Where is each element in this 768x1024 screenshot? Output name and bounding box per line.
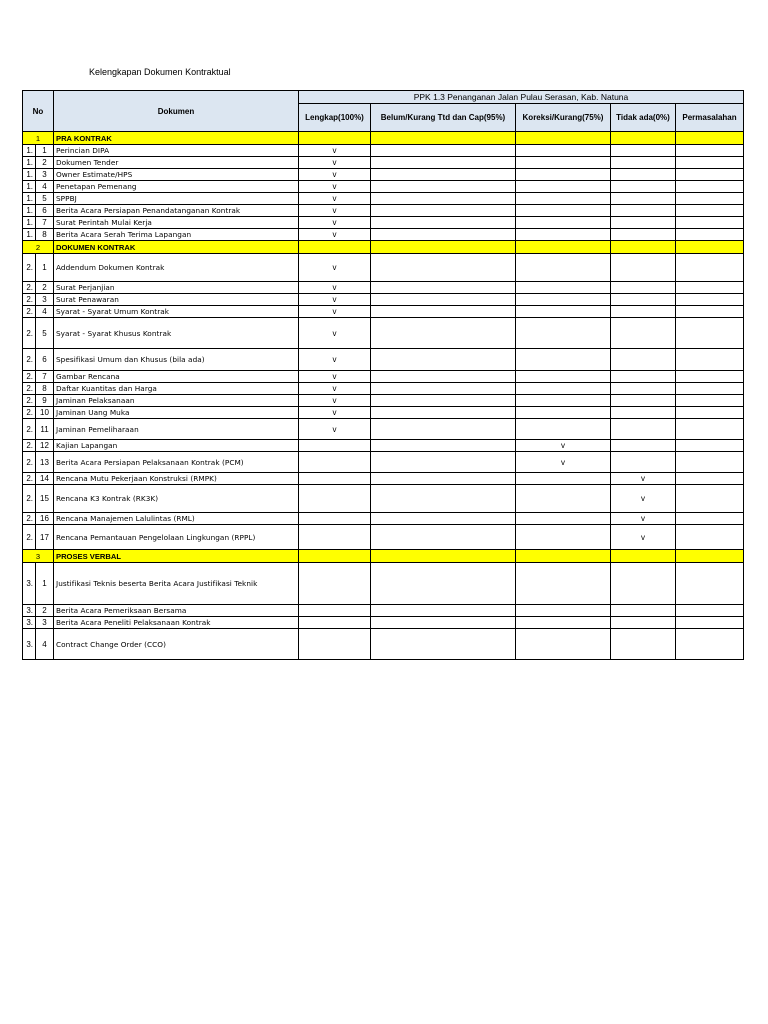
row-item-number: 1 (36, 145, 54, 157)
row-lengkap-mark: v (299, 229, 371, 241)
row-item-number: 2 (36, 282, 54, 294)
row-document-name: Jaminan Pemeliharaan (54, 419, 299, 440)
row-lengkap-mark (299, 452, 371, 473)
row-item-number: 6 (36, 349, 54, 371)
row-tidak-ada-mark (611, 617, 676, 629)
section-number: 1 (23, 132, 54, 145)
row-tidak-ada-mark (611, 605, 676, 617)
row-lengkap-mark (299, 513, 371, 525)
page-title: Kelengkapan Dokumen Kontraktual (89, 67, 231, 77)
row-koreksi-mark (516, 229, 611, 241)
row-koreksi-mark (516, 383, 611, 395)
row-tidak-ada-mark (611, 294, 676, 306)
row-permasalahan (676, 452, 744, 473)
row-tidak-ada-mark: v (611, 525, 676, 550)
row-koreksi-mark (516, 181, 611, 193)
row-permasalahan (676, 419, 744, 440)
row-belum-mark (371, 452, 516, 473)
row-item-number: 4 (36, 181, 54, 193)
row-permasalahan (676, 217, 744, 229)
row-permasalahan (676, 525, 744, 550)
row-section-number: 2. (23, 513, 36, 525)
row-lengkap-mark: v (299, 157, 371, 169)
section-cell (299, 550, 371, 563)
table-row (23, 617, 744, 629)
row-koreksi-mark: v (516, 440, 611, 452)
row-item-number: 15 (36, 485, 54, 513)
row-lengkap-mark: v (299, 205, 371, 217)
row-belum-mark (371, 485, 516, 513)
row-item-number: 2 (36, 157, 54, 169)
row-belum-mark (371, 395, 516, 407)
row-tidak-ada-mark (611, 282, 676, 294)
row-document-name: Berita Acara Pemeriksaan Bersama (54, 605, 299, 617)
row-section-number: 2. (23, 473, 36, 485)
row-section-number: 2. (23, 306, 36, 318)
row-item-number: 7 (36, 371, 54, 383)
row-koreksi-mark (516, 294, 611, 306)
row-koreksi-mark (516, 205, 611, 217)
section-row (23, 132, 744, 145)
section-cell (299, 241, 371, 254)
row-section-number: 1. (23, 193, 36, 205)
row-permasalahan (676, 318, 744, 349)
row-belum-mark (371, 294, 516, 306)
row-permasalahan (676, 349, 744, 371)
row-tidak-ada-mark (611, 193, 676, 205)
row-section-number: 3. (23, 605, 36, 617)
row-lengkap-mark: v (299, 294, 371, 306)
section-cell (676, 241, 744, 254)
section-cell (676, 550, 744, 563)
row-item-number: 1 (36, 563, 54, 605)
row-section-number: 2. (23, 419, 36, 440)
section-row (23, 241, 744, 254)
row-tidak-ada-mark (611, 395, 676, 407)
section-cell (371, 132, 516, 145)
table-row (23, 473, 744, 485)
row-document-name: Gambar Rencana (54, 371, 299, 383)
row-permasalahan (676, 205, 744, 217)
row-item-number: 8 (36, 229, 54, 241)
row-permasalahan (676, 294, 744, 306)
row-koreksi-mark (516, 193, 611, 205)
row-tidak-ada-mark (611, 452, 676, 473)
row-belum-mark (371, 440, 516, 452)
row-tidak-ada-mark (611, 407, 676, 419)
row-belum-mark (371, 254, 516, 282)
row-item-number: 14 (36, 473, 54, 485)
row-document-name: Daftar Kuantitas dan Harga (54, 383, 299, 395)
row-item-number: 2 (36, 605, 54, 617)
table-row (23, 349, 744, 371)
section-number: 2 (23, 241, 54, 254)
row-koreksi-mark (516, 395, 611, 407)
row-lengkap-mark: v (299, 395, 371, 407)
row-permasalahan (676, 157, 744, 169)
row-belum-mark (371, 145, 516, 157)
row-item-number: 11 (36, 419, 54, 440)
row-document-name: Rencana Manajemen Lalulintas (RML) (54, 513, 299, 525)
table-row (23, 605, 744, 617)
row-document-name: Spesifikasi Umum dan Khusus (bila ada) (54, 349, 299, 371)
table-row (23, 306, 744, 318)
row-lengkap-mark: v (299, 169, 371, 181)
row-document-name: Addendum Dokumen Kontrak (54, 254, 299, 282)
row-lengkap-mark: v (299, 282, 371, 294)
header-ppk-group: PPK 1.3 Penanganan Jalan Pulau Serasan, Kab. Natuna (299, 91, 744, 104)
row-tidak-ada-mark (611, 440, 676, 452)
row-section-number: 2. (23, 349, 36, 371)
row-section-number: 2. (23, 525, 36, 550)
row-document-name: Dokumen Tender (54, 157, 299, 169)
row-lengkap-mark: v (299, 318, 371, 349)
row-lengkap-mark: v (299, 145, 371, 157)
row-tidak-ada-mark (611, 205, 676, 217)
row-lengkap-mark: v (299, 349, 371, 371)
table-row (23, 383, 744, 395)
row-koreksi-mark (516, 157, 611, 169)
row-document-name: Berita Acara Persiapan Penandatanganan Kontrak (54, 205, 299, 217)
row-lengkap-mark (299, 563, 371, 605)
row-document-name: Penetapan Pemenang (54, 181, 299, 193)
table-row (23, 395, 744, 407)
row-permasalahan (676, 629, 744, 660)
row-tidak-ada-mark (611, 181, 676, 193)
row-permasalahan (676, 229, 744, 241)
row-lengkap-mark (299, 473, 371, 485)
table-row (23, 419, 744, 440)
row-section-number: 2. (23, 383, 36, 395)
row-item-number: 4 (36, 629, 54, 660)
row-belum-mark (371, 513, 516, 525)
table-row (23, 371, 744, 383)
row-koreksi-mark (516, 371, 611, 383)
row-lengkap-mark: v (299, 419, 371, 440)
row-permasalahan (676, 371, 744, 383)
row-permasalahan (676, 254, 744, 282)
row-tidak-ada-mark (611, 318, 676, 349)
row-item-number: 16 (36, 513, 54, 525)
row-section-number: 2. (23, 318, 36, 349)
row-item-number: 6 (36, 205, 54, 217)
row-section-number: 3. (23, 617, 36, 629)
section-title: PRA KONTRAK (54, 132, 299, 145)
row-lengkap-mark (299, 440, 371, 452)
row-item-number: 17 (36, 525, 54, 550)
table-body (23, 132, 744, 660)
row-koreksi-mark (516, 419, 611, 440)
section-number: 3 (23, 550, 54, 563)
row-tidak-ada-mark: v (611, 485, 676, 513)
row-document-name: Perincian DIPA (54, 145, 299, 157)
row-koreksi-mark (516, 629, 611, 660)
row-belum-mark (371, 349, 516, 371)
row-document-name: Rencana K3 Kontrak (RK3K) (54, 485, 299, 513)
row-lengkap-mark: v (299, 193, 371, 205)
table-row (23, 145, 744, 157)
table-row (23, 440, 744, 452)
row-section-number: 1. (23, 181, 36, 193)
row-belum-mark (371, 205, 516, 217)
row-belum-mark (371, 157, 516, 169)
row-koreksi-mark (516, 169, 611, 181)
row-document-name: Jaminan Uang Muka (54, 407, 299, 419)
row-belum-mark (371, 419, 516, 440)
row-belum-mark (371, 605, 516, 617)
header-belum: Belum/Kurang Ttd dan Cap(95%) (371, 104, 516, 132)
row-section-number: 2. (23, 254, 36, 282)
row-tidak-ada-mark: v (611, 473, 676, 485)
row-section-number: 3. (23, 563, 36, 605)
row-tidak-ada-mark (611, 371, 676, 383)
row-section-number: 2. (23, 485, 36, 513)
row-tidak-ada-mark (611, 254, 676, 282)
row-document-name: Rencana Mutu Pekerjaan Konstruksi (RMPK) (54, 473, 299, 485)
row-koreksi-mark: v (516, 452, 611, 473)
row-tidak-ada-mark (611, 169, 676, 181)
row-permasalahan (676, 605, 744, 617)
row-koreksi-mark (516, 513, 611, 525)
row-koreksi-mark (516, 605, 611, 617)
row-koreksi-mark (516, 349, 611, 371)
row-permasalahan (676, 383, 744, 395)
row-item-number: 12 (36, 440, 54, 452)
table-row (23, 485, 744, 513)
row-koreksi-mark (516, 306, 611, 318)
row-koreksi-mark (516, 145, 611, 157)
section-cell (676, 132, 744, 145)
table-row (23, 318, 744, 349)
row-section-number: 2. (23, 294, 36, 306)
row-tidak-ada-mark (611, 217, 676, 229)
row-lengkap-mark (299, 629, 371, 660)
row-document-name: Contract Change Order (CCO) (54, 629, 299, 660)
row-permasalahan (676, 485, 744, 513)
row-koreksi-mark (516, 217, 611, 229)
row-belum-mark (371, 217, 516, 229)
row-permasalahan (676, 617, 744, 629)
row-permasalahan (676, 145, 744, 157)
row-belum-mark (371, 371, 516, 383)
row-belum-mark (371, 229, 516, 241)
table-row (23, 525, 744, 550)
table-row (23, 294, 744, 306)
row-koreksi-mark (516, 473, 611, 485)
row-document-name: Surat Perintah Mulai Kerja (54, 217, 299, 229)
section-title: PROSES VERBAL (54, 550, 299, 563)
row-document-name: Berita Acara Peneliti Pelaksanaan Kontrak (54, 617, 299, 629)
row-belum-mark (371, 617, 516, 629)
row-tidak-ada-mark: v (611, 513, 676, 525)
row-tidak-ada-mark (611, 145, 676, 157)
row-lengkap-mark: v (299, 371, 371, 383)
section-cell (516, 241, 611, 254)
row-permasalahan (676, 473, 744, 485)
table-row (23, 629, 744, 660)
row-item-number: 7 (36, 217, 54, 229)
row-document-name: SPPBJ (54, 193, 299, 205)
row-belum-mark (371, 525, 516, 550)
row-section-number: 2. (23, 452, 36, 473)
row-document-name: Syarat - Syarat Umum Kontrak (54, 306, 299, 318)
row-lengkap-mark (299, 485, 371, 513)
row-document-name: Justifikasi Teknis beserta Berita Acara Justifikasi Teknik (54, 563, 299, 605)
table-row (23, 157, 744, 169)
row-belum-mark (371, 169, 516, 181)
row-belum-mark (371, 383, 516, 395)
row-item-number: 9 (36, 395, 54, 407)
row-koreksi-mark (516, 617, 611, 629)
section-cell (371, 241, 516, 254)
row-permasalahan (676, 282, 744, 294)
table-row (23, 563, 744, 605)
row-section-number: 1. (23, 145, 36, 157)
row-belum-mark (371, 282, 516, 294)
table-row (23, 407, 744, 419)
section-title: DOKUMEN KONTRAK (54, 241, 299, 254)
row-item-number: 3 (36, 294, 54, 306)
row-item-number: 8 (36, 383, 54, 395)
table-row (23, 282, 744, 294)
section-cell (516, 132, 611, 145)
row-tidak-ada-mark (611, 157, 676, 169)
row-item-number: 3 (36, 617, 54, 629)
table-row (23, 181, 744, 193)
row-belum-mark (371, 473, 516, 485)
row-section-number: 1. (23, 157, 36, 169)
row-tidak-ada-mark (611, 306, 676, 318)
row-tidak-ada-mark (611, 229, 676, 241)
row-permasalahan (676, 563, 744, 605)
row-lengkap-mark: v (299, 181, 371, 193)
row-item-number: 10 (36, 407, 54, 419)
row-lengkap-mark (299, 605, 371, 617)
table-row (23, 169, 744, 181)
row-item-number: 3 (36, 169, 54, 181)
row-koreksi-mark (516, 318, 611, 349)
row-document-name: Berita Acara Serah Terima Lapangan (54, 229, 299, 241)
row-permasalahan (676, 407, 744, 419)
row-permasalahan (676, 169, 744, 181)
section-cell (611, 132, 676, 145)
row-section-number: 1. (23, 229, 36, 241)
row-tidak-ada-mark (611, 419, 676, 440)
row-permasalahan (676, 193, 744, 205)
section-cell (371, 550, 516, 563)
table-row (23, 205, 744, 217)
row-lengkap-mark: v (299, 254, 371, 282)
row-document-name: Berita Acara Persiapan Pelaksanaan Kontrak (PCM) (54, 452, 299, 473)
row-koreksi-mark (516, 282, 611, 294)
row-permasalahan (676, 513, 744, 525)
row-section-number: 3. (23, 629, 36, 660)
row-permasalahan (676, 440, 744, 452)
row-lengkap-mark: v (299, 383, 371, 395)
row-item-number: 5 (36, 193, 54, 205)
row-lengkap-mark: v (299, 306, 371, 318)
row-document-name: Syarat - Syarat Khusus Kontrak (54, 318, 299, 349)
row-section-number: 2. (23, 440, 36, 452)
row-belum-mark (371, 181, 516, 193)
row-document-name: Surat Penawaran (54, 294, 299, 306)
row-permasalahan (676, 181, 744, 193)
row-lengkap-mark (299, 617, 371, 629)
table-row (23, 193, 744, 205)
row-belum-mark (371, 629, 516, 660)
header-koreksi: Koreksi/Kurang(75%) (516, 104, 611, 132)
row-tidak-ada-mark (611, 383, 676, 395)
section-cell (516, 550, 611, 563)
row-permasalahan (676, 306, 744, 318)
row-belum-mark (371, 318, 516, 349)
row-section-number: 2. (23, 407, 36, 419)
row-item-number: 5 (36, 318, 54, 349)
row-koreksi-mark (516, 563, 611, 605)
row-tidak-ada-mark (611, 349, 676, 371)
row-koreksi-mark (516, 254, 611, 282)
table-row (23, 229, 744, 241)
header-lengkap: Lengkap(100%) (299, 104, 371, 132)
row-item-number: 4 (36, 306, 54, 318)
row-section-number: 2. (23, 371, 36, 383)
row-document-name: Rencana Pemantauan Pengelolaan Lingkungan (RPPL) (54, 525, 299, 550)
header-dokumen: Dokumen (54, 91, 299, 132)
header-no: No (23, 91, 54, 132)
header-tidak-ada: Tidak ada(0%) (611, 104, 676, 132)
row-koreksi-mark (516, 525, 611, 550)
row-koreksi-mark (516, 485, 611, 513)
row-section-number: 1. (23, 169, 36, 181)
table-row (23, 254, 744, 282)
row-section-number: 2. (23, 395, 36, 407)
row-item-number: 13 (36, 452, 54, 473)
row-lengkap-mark: v (299, 407, 371, 419)
row-belum-mark (371, 193, 516, 205)
row-tidak-ada-mark (611, 629, 676, 660)
row-belum-mark (371, 563, 516, 605)
row-section-number: 1. (23, 205, 36, 217)
row-belum-mark (371, 306, 516, 318)
row-document-name: Kajian Lapangan (54, 440, 299, 452)
table-row (23, 452, 744, 473)
row-koreksi-mark (516, 407, 611, 419)
row-item-number: 1 (36, 254, 54, 282)
row-belum-mark (371, 407, 516, 419)
section-cell (611, 550, 676, 563)
section-cell (611, 241, 676, 254)
row-lengkap-mark (299, 525, 371, 550)
row-tidak-ada-mark (611, 563, 676, 605)
header-permasalahan: Permasalahan (676, 104, 744, 132)
row-lengkap-mark: v (299, 217, 371, 229)
row-document-name: Surat Perjanjian (54, 282, 299, 294)
table-row (23, 217, 744, 229)
row-section-number: 1. (23, 217, 36, 229)
row-document-name: Owner Estimate/HPS (54, 169, 299, 181)
row-section-number: 2. (23, 282, 36, 294)
section-row (23, 550, 744, 563)
row-document-name: Jaminan Pelaksanaan (54, 395, 299, 407)
document-checklist-table (22, 90, 744, 660)
section-cell (299, 132, 371, 145)
row-permasalahan (676, 395, 744, 407)
table-row (23, 513, 744, 525)
